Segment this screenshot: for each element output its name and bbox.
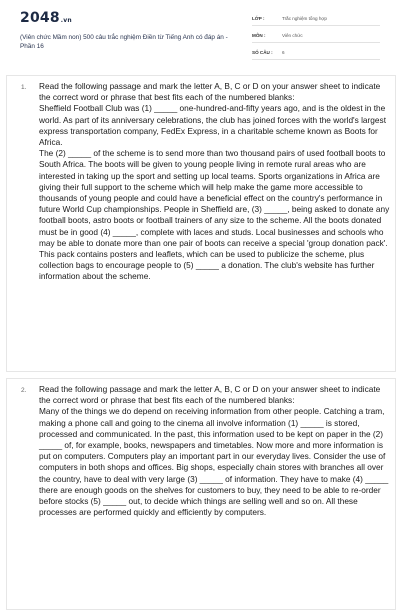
meta-row-subject (252, 29, 380, 43)
document-title: (Viên chức Mầm non) 500 câu trắc nghiệm Điền từ Tiếng Anh có đáp án - Phần 16 (20, 34, 228, 50)
question-card-1 (6, 75, 396, 372)
logo-main: 2048 (20, 10, 60, 26)
meta-subject-label: MÔN : (252, 33, 266, 38)
document-meta (252, 12, 380, 63)
meta-class-value: Trắc nghiệm tổng hợp (282, 16, 327, 21)
meta-row-count (252, 46, 380, 60)
meta-class-label: LỚP : (252, 16, 265, 21)
meta-subject-value: Viên chức (282, 33, 303, 38)
header (0, 0, 400, 64)
question-card-2 (6, 378, 396, 610)
meta-count-value: 6 (282, 50, 285, 55)
logo-suffix: .vn (60, 17, 72, 24)
question-number: 2. (21, 387, 27, 394)
question-text: Read the following passage and mark the letter A, B, C or D on your answer sheet to indicate the correct word or phrase that best fits each of the numbered blanks: Many of the things we do depend on receiving information from other people. Catching a tram, making a phone call and going to the cinema all involve information (1) _____ is stored, processed and communicated. In the past, this information used to be kept on paper in the (2) _____ of, for example, books, newspapers and timetables. Now more and more information is put on computers. Computers play an important part in our everyday lives. Consider the use of computers in both shops and offices. Big shops, especially chain stores with branches all over the country, have to deal with very large (3) _____ of information. They have to make (4) _____ there are enough goods on the shelves for customers to buy, they need to be able to re-order before stocks (5) _____ out, to decide which things are selling well and so on. All these processes are performed quickly and efficiently by computers. (39, 384, 389, 518)
meta-count-label: SỐ CÂU : (252, 50, 273, 55)
site-logo[interactable] (20, 10, 72, 26)
question-number: 1. (21, 84, 27, 91)
meta-row-class (252, 12, 380, 26)
question-text: Read the following passage and mark the letter A, B, C or D on your answer sheet to indicate the correct word or phrase that best fits each of the numbered blanks: Sheffield Football Club was (1) _____ one-hundred-and-fifty years ago, and is the oldest in the world. As part of its anniversary celebrations, the club has joined forces with the world's largest express transportation company, FedEx Express, in a charitable scheme known as Boots for Africa. The (2) _____ of the scheme is to send more than two thousand pairs of used football boots to South Africa. The boots will be given to young people living in remote rural areas who are interested in taking up the sport and setting up local teams. Sports organizations in Africa are giving their full support to the scheme which will help make the game more accessible to thousands of young people and could have a beneficial effect on the country's performance in future World Cup championships. People in Sheffield are, (3) _____, being asked to donate any football boots, astro boots or football trainers of any size to the scheme. All the boots donated must be in good (4) _____, complete with laces and studs. Local businesses and schools who may be able to donate more than one pair of boots can receive a special 'group donation pack'. This pack contains posters and leaflets, which can be used to publicize the scheme, plus collection bags to encourage people to (5) _____ a donation. The club's website has further information about the scheme. (39, 81, 390, 282)
